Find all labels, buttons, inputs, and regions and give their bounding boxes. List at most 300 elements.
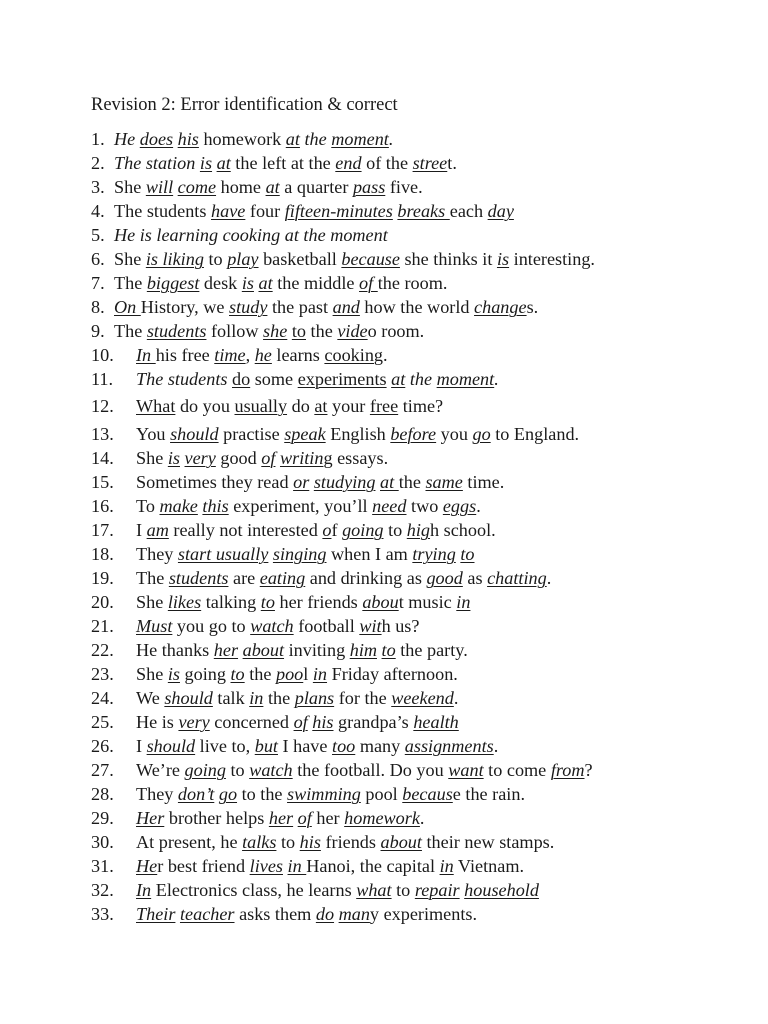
sentence-fragment: English xyxy=(325,424,391,444)
sentence-fragment: good xyxy=(215,448,262,468)
page-title: Revision 2: Error identification & correct xyxy=(91,95,398,115)
underlined-phrase: about xyxy=(380,832,422,852)
sentence-fragment: the xyxy=(306,321,338,341)
sentence-fragment: History, we xyxy=(140,297,230,317)
sentence-fragment: The students xyxy=(136,369,232,389)
underlined-phrase: don’t xyxy=(177,784,215,804)
item-sentence xyxy=(114,271,447,295)
underlined-phrase: do xyxy=(232,369,251,389)
underlined-phrase: teacher xyxy=(179,904,235,924)
sentence-fragment: g essays. xyxy=(323,448,389,468)
item-number: 8. xyxy=(91,297,105,317)
underlined-phrase: play xyxy=(227,249,259,269)
underlined-phrase: in xyxy=(287,856,307,876)
sentence-fragment: desk xyxy=(199,273,242,293)
underlined-phrase: eating xyxy=(259,568,306,588)
underlined-phrase: am xyxy=(146,520,169,540)
underlined-phrase: what xyxy=(356,880,392,900)
sentence-fragment: I xyxy=(136,736,147,756)
sentence-fragment: practise xyxy=(218,424,285,444)
sentence-fragment: . xyxy=(453,688,459,708)
item-sentence xyxy=(136,734,498,758)
underlined-phrase: vide xyxy=(337,321,368,341)
item-sentence xyxy=(114,199,514,223)
item-sentence xyxy=(136,686,458,710)
sentence-fragment: many xyxy=(355,736,405,756)
underlined-phrase: before xyxy=(390,424,437,444)
underlined-phrase: fifteen-minutes xyxy=(284,201,393,221)
sentence-fragment: time. xyxy=(462,472,505,492)
sentence-fragment: The xyxy=(114,273,147,293)
item-number: 17. xyxy=(91,520,114,540)
sentence-fragment: . xyxy=(388,129,394,149)
underlined-phrase: poo xyxy=(275,664,304,684)
sentence-fragment: she thinks it xyxy=(399,249,497,269)
underlined-phrase: his xyxy=(299,832,321,852)
sentence-fragment: Sometimes they read xyxy=(136,472,294,492)
item-sentence xyxy=(136,902,477,926)
sentence-fragment: s. xyxy=(526,297,539,317)
sentence-fragment: She xyxy=(114,249,146,269)
underlined-phrase: man xyxy=(338,904,370,924)
underlined-phrase: her xyxy=(213,640,239,660)
sentence-fragment: follow xyxy=(206,321,264,341)
underlined-phrase: health xyxy=(413,712,459,732)
underlined-phrase: students xyxy=(168,568,229,588)
item-number: 10. xyxy=(91,345,114,365)
underlined-phrase: is xyxy=(241,273,254,293)
item-sentence xyxy=(136,542,475,566)
underlined-phrase: stree xyxy=(412,153,448,173)
sentence-fragment: pool xyxy=(360,784,403,804)
underlined-phrase: students xyxy=(146,321,207,341)
underlined-phrase: biggest xyxy=(146,273,200,293)
sentence-fragment: To xyxy=(136,496,160,516)
sentence-fragment: talk xyxy=(212,688,250,708)
underlined-phrase: household xyxy=(464,880,539,900)
underlined-phrase: is xyxy=(167,664,180,684)
sentence-fragment: Electronics class, he learns xyxy=(151,880,357,900)
sentence-fragment: his free xyxy=(155,345,215,365)
sentence-fragment: the xyxy=(299,129,332,149)
item-number: 11. xyxy=(91,369,114,389)
sentence-fragment: Hanoi, the capital xyxy=(306,856,440,876)
underlined-phrase: writin xyxy=(279,448,324,468)
sentence-fragment: the xyxy=(244,664,276,684)
underlined-phrase: is xyxy=(199,153,213,173)
underlined-phrase: is xyxy=(496,249,510,269)
item-number: 29. xyxy=(91,808,114,828)
underlined-phrase: at xyxy=(285,129,300,149)
underlined-phrase: end xyxy=(335,153,362,173)
sentence-fragment: You xyxy=(136,424,171,444)
sentence-fragment: to xyxy=(225,760,250,780)
sentence-fragment: their new stamps. xyxy=(421,832,555,852)
underlined-phrase: make xyxy=(159,496,198,516)
sentence-fragment: t. xyxy=(447,153,457,173)
item-number: 18. xyxy=(91,544,114,564)
underlined-phrase: day xyxy=(487,201,514,221)
underlined-phrase: He xyxy=(136,856,158,876)
sentence-fragment: . xyxy=(383,345,388,365)
sentence-fragment: h us? xyxy=(381,616,420,636)
underlined-phrase: want xyxy=(448,760,484,780)
sentence-fragment: do you xyxy=(175,396,235,416)
underlined-phrase: experiments xyxy=(297,369,387,389)
underlined-phrase: his xyxy=(312,712,334,732)
underlined-phrase: in xyxy=(439,856,454,876)
item-sentence xyxy=(136,367,499,391)
underlined-phrase: change xyxy=(474,297,527,317)
underlined-phrase: watch xyxy=(250,616,294,636)
sentence-fragment: He xyxy=(114,129,140,149)
item-sentence xyxy=(136,422,579,446)
item-number: 27. xyxy=(91,760,114,780)
sentence-fragment: t music xyxy=(398,592,457,612)
item-number: 26. xyxy=(91,736,114,756)
underlined-phrase: Must xyxy=(136,616,173,636)
sentence-fragment: She xyxy=(114,177,146,197)
sentence-fragment: to xyxy=(203,249,228,269)
item-sentence xyxy=(136,566,551,590)
sentence-fragment: homework xyxy=(198,129,286,149)
item-sentence xyxy=(114,295,538,319)
underlined-phrase: should xyxy=(164,688,213,708)
sentence-fragment: They xyxy=(136,784,178,804)
sentence-fragment: She xyxy=(136,664,168,684)
item-number: 23. xyxy=(91,664,114,684)
sentence-fragment: to England. xyxy=(490,424,580,444)
underlined-phrase: to xyxy=(460,544,475,564)
sentence-fragment: He thanks xyxy=(136,640,214,660)
sentence-fragment: The xyxy=(136,568,169,588)
sentence-fragment: She xyxy=(136,448,168,468)
item-sentence xyxy=(114,175,423,199)
sentence-fragment: experiment, you’ll xyxy=(228,496,373,516)
item-sentence xyxy=(136,518,496,542)
underlined-phrase: does xyxy=(139,129,174,149)
item-number: 33. xyxy=(91,904,114,924)
sentence-fragment: . xyxy=(493,736,499,756)
sentence-fragment: He is learning cooking at the moment xyxy=(114,225,388,245)
item-sentence xyxy=(136,830,554,854)
sentence-fragment: four xyxy=(245,201,285,221)
underlined-phrase: Their xyxy=(136,904,176,924)
sentence-fragment: the room. xyxy=(377,273,448,293)
sentence-fragment: going xyxy=(179,664,231,684)
sentence-fragment: . xyxy=(546,568,552,588)
underlined-phrase: is xyxy=(167,448,180,468)
item-sentence xyxy=(136,782,525,806)
underlined-phrase: at xyxy=(216,153,231,173)
underlined-phrase: have xyxy=(211,201,246,221)
sentence-fragment: f xyxy=(331,520,343,540)
sentence-fragment: Friday afternoon. xyxy=(327,664,458,684)
item-number: 4. xyxy=(91,201,105,221)
sentence-fragment: the xyxy=(263,688,295,708)
sentence-fragment: as xyxy=(462,568,488,588)
underlined-phrase: in xyxy=(312,664,328,684)
underlined-phrase: breaks xyxy=(397,201,450,221)
item-number: 25. xyxy=(91,712,114,732)
underlined-phrase: at xyxy=(314,396,328,416)
underlined-phrase: singing xyxy=(272,544,327,564)
underlined-phrase: or xyxy=(293,472,310,492)
item-number: 20. xyxy=(91,592,114,612)
item-sentence xyxy=(114,127,393,151)
underlined-phrase: need xyxy=(372,496,407,516)
sentence-fragment: asks them xyxy=(234,904,316,924)
item-number: 22. xyxy=(91,640,114,660)
underlined-phrase: in xyxy=(249,688,264,708)
sentence-fragment: five. xyxy=(385,177,423,197)
underlined-phrase: should xyxy=(146,736,196,756)
underlined-phrase: at xyxy=(265,177,280,197)
underlined-phrase: speak xyxy=(284,424,326,444)
underlined-phrase: his xyxy=(177,129,199,149)
sentence-fragment: We’re xyxy=(136,760,185,780)
underlined-phrase: do xyxy=(315,904,335,924)
underlined-phrase: of xyxy=(293,712,308,732)
item-number: 5. xyxy=(91,225,105,245)
underlined-phrase: moment xyxy=(331,129,389,149)
item-sentence xyxy=(114,319,424,343)
sentence-fragment: interesting. xyxy=(509,249,595,269)
underlined-phrase: to xyxy=(381,640,396,660)
underlined-phrase: Her xyxy=(136,808,165,828)
item-number: 1. xyxy=(91,129,105,149)
underlined-phrase: study xyxy=(229,297,268,317)
underlined-phrase: o xyxy=(322,520,332,540)
underlined-phrase: talks xyxy=(242,832,277,852)
item-number: 30. xyxy=(91,832,114,852)
underlined-phrase: In xyxy=(136,880,152,900)
sentence-fragment: the xyxy=(398,472,426,492)
item-sentence xyxy=(136,878,539,902)
item-number: 16. xyxy=(91,496,114,516)
sentence-fragment: h school. xyxy=(430,520,496,540)
underlined-phrase: should xyxy=(170,424,219,444)
underlined-phrase: about xyxy=(242,640,285,660)
underlined-phrase: weekend xyxy=(391,688,454,708)
item-sentence xyxy=(114,223,388,247)
underlined-phrase: he xyxy=(254,345,272,365)
item-sentence xyxy=(136,854,524,878)
sentence-fragment: e the rain. xyxy=(452,784,525,804)
underlined-phrase: same xyxy=(425,472,463,492)
item-sentence xyxy=(136,446,388,470)
underlined-phrase: becaus xyxy=(402,784,453,804)
sentence-fragment: o room. xyxy=(367,321,425,341)
underlined-phrase: very xyxy=(178,712,210,732)
underlined-phrase: hig xyxy=(406,520,431,540)
underlined-phrase: of xyxy=(297,808,312,828)
underlined-phrase: likes xyxy=(167,592,202,612)
underlined-phrase: wit xyxy=(359,616,382,636)
underlined-phrase: going xyxy=(184,760,226,780)
sentence-fragment: the party. xyxy=(395,640,468,660)
underlined-phrase: trying xyxy=(412,544,456,564)
item-sentence xyxy=(136,470,504,494)
sentence-fragment: The students xyxy=(114,201,211,221)
item-number: 9. xyxy=(91,321,105,341)
underlined-phrase: and xyxy=(332,297,360,317)
sentence-fragment: you go to xyxy=(172,616,251,636)
sentence-fragment: They xyxy=(136,544,178,564)
sentence-fragment: really not interested xyxy=(168,520,323,540)
item-number: 21. xyxy=(91,616,114,636)
sentence-fragment: some xyxy=(250,369,298,389)
underlined-phrase: homework xyxy=(344,808,420,828)
sentence-fragment: two xyxy=(406,496,443,516)
sentence-fragment: ? xyxy=(584,760,593,780)
underlined-phrase: moment xyxy=(436,369,495,389)
underlined-phrase: swimming xyxy=(287,784,361,804)
sentence-fragment: when I am xyxy=(326,544,413,564)
item-sentence xyxy=(136,343,388,367)
sentence-fragment: We xyxy=(136,688,165,708)
underlined-phrase: go xyxy=(218,784,238,804)
sentence-fragment: r best friend xyxy=(157,856,250,876)
sentence-fragment: learns xyxy=(271,345,325,365)
underlined-phrase: cooking xyxy=(324,345,384,365)
item-number: 32. xyxy=(91,880,114,900)
sentence-fragment: . xyxy=(419,808,425,828)
sentence-fragment: her friends xyxy=(274,592,363,612)
underlined-phrase: very xyxy=(184,448,216,468)
sentence-fragment: for the xyxy=(334,688,392,708)
item-number: 19. xyxy=(91,568,114,588)
sentence-fragment: the football. Do you xyxy=(292,760,449,780)
underlined-phrase: In xyxy=(136,345,156,365)
item-sentence xyxy=(114,151,457,175)
sentence-fragment: inviting xyxy=(284,640,350,660)
sentence-fragment: the xyxy=(405,369,437,389)
underlined-phrase: to xyxy=(230,664,245,684)
sentence-fragment: basketball xyxy=(258,249,342,269)
underlined-phrase: at xyxy=(391,369,406,389)
sentence-fragment: l xyxy=(303,664,313,684)
underlined-phrase: come xyxy=(177,177,217,197)
underlined-phrase: him xyxy=(349,640,377,660)
sentence-fragment: I have xyxy=(277,736,333,756)
underlined-phrase: watch xyxy=(249,760,293,780)
underlined-phrase: time xyxy=(214,345,246,365)
sentence-fragment: live to, xyxy=(195,736,255,756)
item-sentence xyxy=(136,590,470,614)
underlined-phrase: chatting xyxy=(487,568,547,588)
item-sentence xyxy=(136,614,419,638)
underlined-phrase: lives xyxy=(249,856,283,876)
underlined-phrase: because xyxy=(341,249,400,269)
sentence-fragment: . xyxy=(476,496,481,516)
underlined-phrase: going xyxy=(342,520,384,540)
underlined-phrase: abou xyxy=(362,592,399,612)
sentence-fragment: I xyxy=(136,520,147,540)
sentence-fragment: football xyxy=(293,616,360,636)
underlined-phrase: of xyxy=(359,273,378,293)
sentence-fragment: to xyxy=(383,520,407,540)
item-sentence xyxy=(136,494,481,518)
sentence-fragment: talking xyxy=(201,592,261,612)
sentence-fragment: to xyxy=(391,880,415,900)
underlined-phrase: On xyxy=(114,297,141,317)
underlined-phrase: is liking xyxy=(145,249,204,269)
item-sentence xyxy=(136,806,424,830)
sentence-fragment: At present, he xyxy=(136,832,243,852)
sentence-fragment: Vietnam. xyxy=(453,856,525,876)
sentence-fragment: friends xyxy=(320,832,381,852)
underlined-phrase: from xyxy=(550,760,585,780)
underlined-phrase: she xyxy=(263,321,288,341)
underlined-phrase: will xyxy=(145,177,174,197)
underlined-phrase: of xyxy=(261,448,276,468)
underlined-phrase: assignments xyxy=(404,736,494,756)
underlined-phrase: start usually xyxy=(177,544,269,564)
sentence-fragment: your xyxy=(327,396,370,416)
sentence-fragment: to the xyxy=(237,784,288,804)
underlined-phrase: to xyxy=(291,321,306,341)
sentence-fragment: home xyxy=(216,177,266,197)
underlined-phrase: but xyxy=(254,736,278,756)
underlined-phrase: her xyxy=(268,808,294,828)
item-sentence xyxy=(136,758,593,782)
item-number: 13. xyxy=(91,424,114,444)
sentence-fragment: the left at the xyxy=(230,153,336,173)
underlined-phrase: to xyxy=(260,592,275,612)
underlined-phrase: eggs xyxy=(442,496,477,516)
sentence-fragment: each xyxy=(449,201,488,221)
item-sentence xyxy=(136,394,443,418)
underlined-phrase: free xyxy=(369,396,399,416)
underlined-phrase: plans xyxy=(294,688,335,708)
underlined-phrase: pass xyxy=(352,177,386,197)
item-number: 15. xyxy=(91,472,114,492)
item-number: 7. xyxy=(91,273,105,293)
sentence-fragment: the middle xyxy=(272,273,360,293)
item-sentence xyxy=(136,638,468,662)
item-sentence xyxy=(136,710,459,734)
sentence-fragment: , xyxy=(245,345,255,365)
sentence-fragment: the past xyxy=(267,297,333,317)
sentence-fragment: to xyxy=(276,832,300,852)
sentence-fragment: . xyxy=(494,369,499,389)
underlined-phrase: too xyxy=(332,736,356,756)
underlined-phrase: good xyxy=(426,568,463,588)
sentence-fragment: are xyxy=(228,568,260,588)
sentence-fragment: how the world xyxy=(359,297,475,317)
sentence-fragment: grandpa’s xyxy=(333,712,414,732)
item-number: 6. xyxy=(91,249,105,269)
sentence-fragment: her xyxy=(311,808,345,828)
sentence-fragment: The xyxy=(114,321,147,341)
sentence-fragment: to come xyxy=(483,760,551,780)
underlined-phrase: go xyxy=(472,424,491,444)
sentence-fragment: time? xyxy=(398,396,444,416)
sentence-fragment: y experiments. xyxy=(369,904,477,924)
item-number: 2. xyxy=(91,153,105,173)
underlined-phrase: repair xyxy=(414,880,460,900)
underlined-phrase: at xyxy=(380,472,399,492)
item-number: 12. xyxy=(91,396,114,416)
sentence-fragment: do xyxy=(287,396,315,416)
sentence-fragment: concerned xyxy=(209,712,294,732)
sentence-fragment: He is xyxy=(136,712,179,732)
item-number: 14. xyxy=(91,448,114,468)
sentence-fragment: of the xyxy=(361,153,413,173)
item-sentence xyxy=(136,662,458,686)
sentence-fragment: She xyxy=(136,592,168,612)
